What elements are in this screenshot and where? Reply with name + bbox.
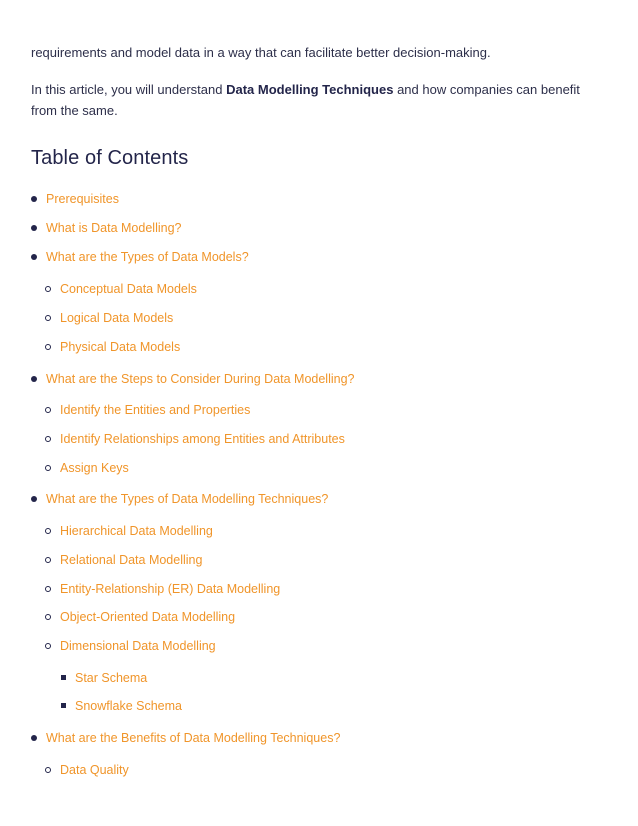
toc-subitem[interactable] [60, 279, 197, 299]
intro-text-before: In this article, you will understand [31, 82, 227, 97]
toc-subitem[interactable] [60, 521, 213, 541]
circle-bullet-icon [45, 407, 51, 413]
disc-bullet-icon [31, 254, 37, 260]
disc-bullet-icon [31, 225, 37, 231]
toc-item[interactable] [46, 189, 119, 209]
toc-subsubitem[interactable] [75, 696, 182, 716]
toc-item-label: Snowflake Schema [75, 699, 183, 713]
toc-title: Table of Contents [31, 147, 189, 169]
toc-item-label: Relational Data Modelling [60, 553, 203, 567]
circle-bullet-icon [45, 614, 51, 620]
toc-subitem[interactable] [60, 760, 129, 780]
circle-bullet-icon [45, 315, 51, 321]
toc-item-label: Identify the Entities and Properties [60, 403, 251, 417]
toc-subitem[interactable] [60, 636, 216, 656]
toc-subsubitem[interactable] [75, 668, 147, 688]
toc-item[interactable] [46, 247, 249, 267]
toc-item-label: What are the Types of Data Modelling Techniques? [46, 492, 329, 506]
toc-subitem[interactable] [60, 337, 180, 357]
toc-item-label: Conceptual Data Models [60, 282, 197, 296]
toc-item-label: Logical Data Models [60, 311, 174, 325]
intro-line1: requirements and model data in a way that can facilitate better decision-making. [31, 45, 491, 60]
toc-subitem[interactable] [60, 458, 129, 478]
toc-item-label: Identify Relationships among Entities and Attributes [60, 432, 345, 446]
toc-item-label: What is Data Modelling? [46, 221, 182, 235]
toc-item-label: Assign Keys [60, 461, 129, 475]
square-bullet-icon [61, 703, 66, 708]
circle-bullet-icon [45, 586, 51, 592]
intro-text-after: and how companies can benefit from the same. [31, 82, 580, 118]
toc-list [31, 0, 611, 826]
circle-bullet-icon [45, 557, 51, 563]
circle-bullet-icon [45, 528, 51, 534]
toc-item-label: Object-Oriented Data Modelling [60, 610, 236, 624]
toc-item-label: What are the Steps to Consider During Data Modelling? [46, 372, 355, 386]
circle-bullet-icon [45, 465, 51, 471]
toc-item-label: What are the Types of Data Models? [46, 250, 249, 264]
disc-bullet-icon [31, 376, 37, 382]
toc-subitem[interactable] [60, 579, 280, 599]
toc-subitem[interactable] [60, 400, 250, 420]
intro-bold-term: Data Modelling Techniques [226, 82, 394, 97]
square-bullet-icon [61, 675, 66, 680]
toc-item[interactable] [46, 489, 328, 509]
toc-item-label: Star Schema [75, 671, 148, 685]
circle-bullet-icon [45, 436, 51, 442]
toc-item-label: Dimensional Data Modelling [60, 639, 216, 653]
circle-bullet-icon [45, 767, 51, 773]
toc-item-label: Hierarchical Data Modelling [60, 524, 213, 538]
toc-item-label: Data Quality [60, 763, 129, 777]
toc-subitem[interactable] [60, 550, 202, 570]
toc-item[interactable] [46, 728, 340, 748]
toc-item-label: What are the Benefits of Data Modelling Techniques? [46, 731, 341, 745]
toc-item-label: Physical Data Models [60, 340, 181, 354]
disc-bullet-icon [31, 196, 37, 202]
circle-bullet-icon [45, 643, 51, 649]
disc-bullet-icon [31, 735, 37, 741]
toc-subitem[interactable] [60, 429, 345, 449]
toc-item-label: Prerequisites [46, 192, 119, 206]
disc-bullet-icon [31, 496, 37, 502]
toc-item[interactable] [46, 218, 181, 238]
toc-subitem[interactable] [60, 308, 173, 328]
circle-bullet-icon [45, 286, 51, 292]
toc-item-label: Entity-Relationship (ER) Data Modelling [60, 582, 281, 596]
circle-bullet-icon [45, 344, 51, 350]
toc-item[interactable] [46, 369, 355, 389]
toc-subitem[interactable] [60, 607, 235, 627]
